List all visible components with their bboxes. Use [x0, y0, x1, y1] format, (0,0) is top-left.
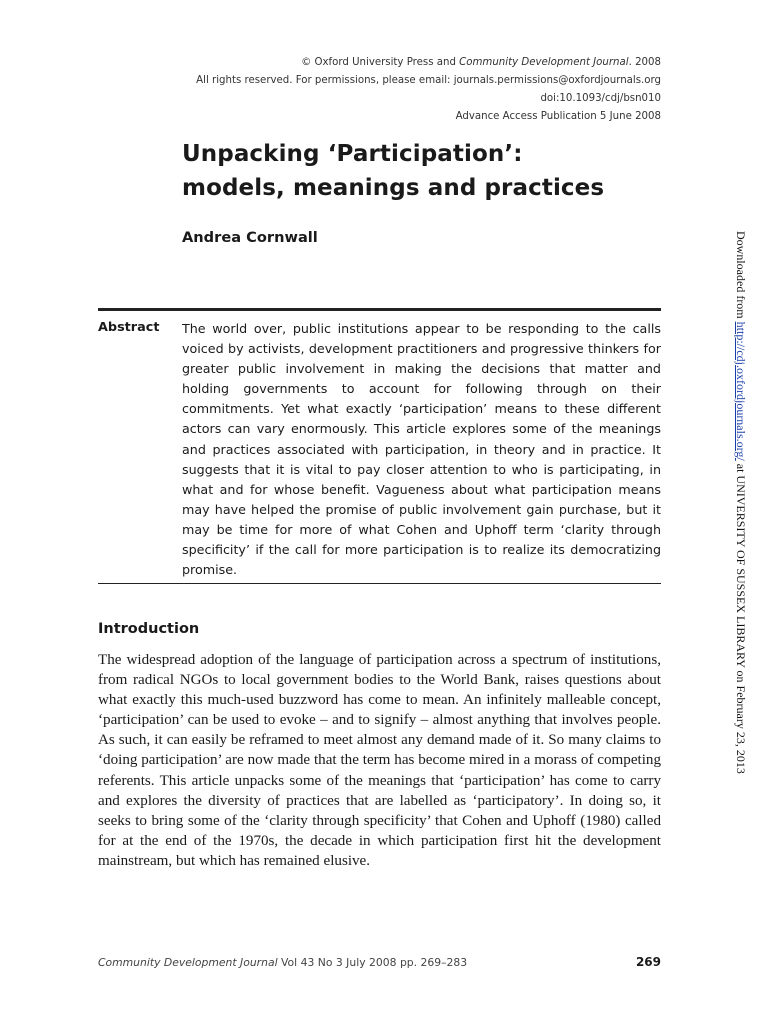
introduction-paragraph: The widespread adoption of the language of participation across a spectrum of institutions, from radical NGOs to local government bodies to the World Bank, raises questions about what exactly this much-used buzzword has come to mean. An infinitely malleable concept, ‘participation’ can be used to evoke – and to signify – almost anything that involves people. As such, it can easily be reframed to meet almost any demand made of it. So many claims to ‘doing participation’ are now made that the term has become mired in a morass of competing referents. This article unpacks some of the meanings that ‘participation’ has come to carry and explores the diversity of practices that are labelled as ‘participatory’. In doing so, it seeks to bring some of the ‘clarity through specificity’ that Cohen and Uphoff (1980) called for at the end of the 1970s, the decade in which participation first hit the development mainstream, but which has remained elusive. — [98, 652, 661, 869]
copyright-prefix: © Oxford University Press and — [301, 57, 460, 68]
footer-volume-info: Vol 43 No 3 July 2008 pp. 269–283 — [277, 956, 468, 969]
footer-citation — [98, 956, 467, 969]
abstract-top-rule — [98, 308, 661, 311]
article-title — [182, 137, 604, 205]
journal-link[interactable]: http://cdj.oxfordjournals.org/ — [734, 321, 748, 461]
abstract-bottom-rule — [98, 583, 661, 584]
title-line-1: Unpacking ‘Participation’: — [182, 141, 523, 167]
footer-journal-name: Community Development Journal — [98, 956, 278, 969]
author-name: Andrea Cornwall — [182, 229, 318, 246]
download-watermark — [733, 231, 748, 774]
copyright-header — [196, 54, 661, 126]
doi-line: doi:10.1093/cdj/bsn010 — [540, 93, 661, 104]
copyright-line — [196, 54, 661, 72]
download-suffix: at UNIVERSITY OF SUSSEX LIBRARY on February 23, 2013 — [734, 460, 748, 774]
journal-name: Community Development Journal — [459, 57, 629, 68]
copyright-year: . 2008 — [628, 57, 661, 68]
abstract-label: Abstract — [98, 320, 160, 335]
page-number: 269 — [635, 955, 661, 969]
title-line-2: models, meanings and practices — [182, 175, 605, 201]
rights-line: All rights reserved. For permissions, please email: journals.permissions@oxfordjournals.org — [196, 75, 661, 86]
abstract-text: The world over, public institutions appear to be responding to the calls voiced by activists, development practitioners and progressive thinkers for greater public involvement in making the decisions that matter and holding governments to account for following through on their commitments. Yet what exactly ‘participation’ means to these different actors can vary enormously. This article explores some of the meanings and practices associated with participation, in theory and in practice. It suggests that it is vital to pay closer attention to who is participating, in what and for whose benefit. Vagueness about what participation means may have helped the promise of public involvement gain purchase, but it may be time for more of what Cohen and Uphoff term ‘clarity through specificity’ if the call for more participation is to realize its democratizing promise. — [182, 321, 661, 578]
section-heading: Introduction — [98, 621, 200, 637]
download-prefix: Downloaded from — [734, 231, 748, 322]
advance-access-line: Advance Access Publication 5 June 2008 — [455, 111, 661, 122]
